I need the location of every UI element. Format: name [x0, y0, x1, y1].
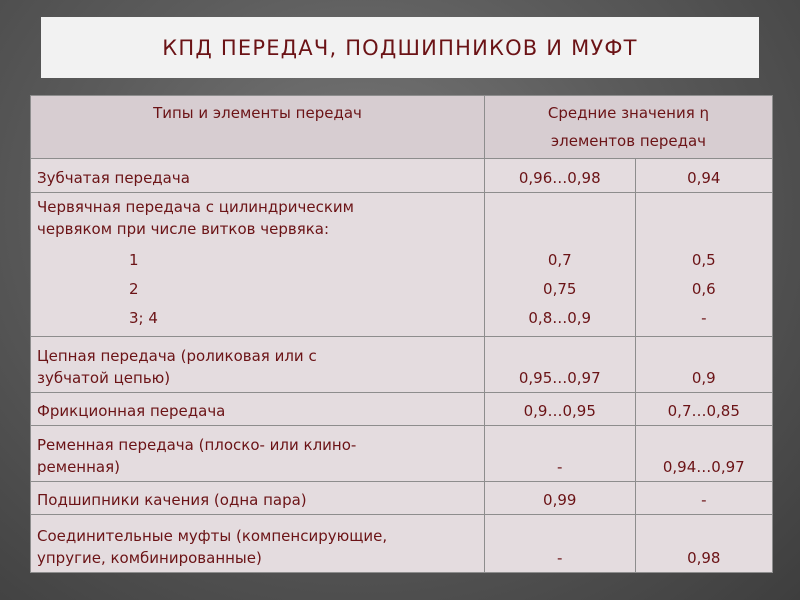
thread-count: 1 [129, 251, 139, 269]
row-value-2: - [635, 482, 772, 515]
value: 0,5 [691, 251, 716, 269]
row-name-line2: упругие, комбинированные) [37, 549, 262, 567]
row-name [31, 515, 485, 573]
row-value-2: 0,94 [635, 159, 772, 193]
row-name-line1: Соединительные муфты (компенсирующие, [37, 527, 388, 545]
row-value-2: 0,98 [635, 515, 772, 573]
page-title: КПД ПЕРЕДАЧ, ПОДШИПНИКОВ И МУФТ [162, 35, 638, 60]
header-mean-line2: элементов передач [550, 132, 707, 150]
row-value-1: 0,95…0,97 [484, 337, 635, 393]
row-name-line1: Червячная передача с цилиндрическим [37, 198, 354, 216]
row-value-1: 0,99 [484, 482, 635, 515]
table-row [31, 337, 773, 393]
value: 0,6 [691, 280, 716, 298]
row-value-2: 0,94…0,97 [635, 426, 772, 482]
table-header-row [31, 96, 773, 159]
row-name: Фрикционная передача [31, 393, 485, 426]
row-name: Подшипники качения (одна пара) [31, 482, 485, 515]
row-name-line2: ременная) [37, 458, 120, 476]
table-row [31, 193, 773, 337]
row-value-2 [635, 193, 772, 337]
row-value-1: - [484, 426, 635, 482]
row-value-1: 0,96…0,98 [484, 159, 635, 193]
row-value-1: - [484, 515, 635, 573]
row-value-1 [484, 193, 635, 337]
row-name [31, 193, 485, 337]
row-name [31, 337, 485, 393]
table-row [31, 482, 773, 515]
header-types: Типы и элементы передач [31, 96, 485, 159]
value: 0,8…0,9 [528, 309, 592, 327]
thread-count: 2 [129, 280, 139, 298]
header-mean-values [484, 96, 772, 159]
value: 0,75 [543, 280, 577, 298]
row-name-line1: Ременная передача (плоско- или клино- [37, 436, 357, 454]
row-value-2: 0,7…0,85 [635, 393, 772, 426]
row-name-line1: Цепная передача (роликовая или с [37, 347, 317, 365]
row-value-1: 0,9…0,95 [484, 393, 635, 426]
value: - [701, 309, 707, 327]
title-banner [41, 17, 759, 78]
row-value-2: 0,9 [635, 337, 772, 393]
thread-count: 3; 4 [129, 309, 158, 327]
table-row [31, 426, 773, 482]
efficiency-table [30, 95, 773, 573]
row-name [31, 426, 485, 482]
row-name-line2: червяком при числе витков червяка: [37, 220, 330, 238]
table-row [31, 515, 773, 573]
row-name: Зубчатая передача [31, 159, 485, 193]
row-name-line2: зубчатой цепью) [37, 369, 171, 387]
table-row [31, 393, 773, 426]
table-row [31, 159, 773, 193]
header-mean-line1: Средние значения η [547, 104, 709, 122]
value: 0,7 [547, 251, 572, 269]
